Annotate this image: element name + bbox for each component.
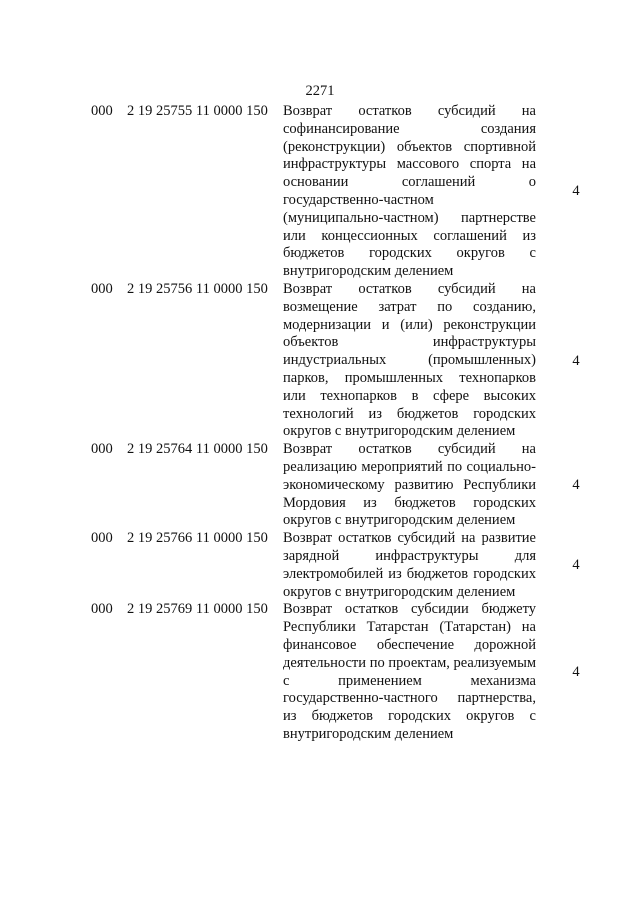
table-row: [91, 103, 601, 281]
table-row: [91, 601, 601, 743]
row-description: Возврат остатков субсидий на софинансирование создания (реконструкции) объектов спортивной инфраструктуры массового спорта на основании соглашений о государственно-частном (муниципально-частном) партнерстве или концессионных соглашений из бюджетов городских округов с внутригородским делением: [283, 103, 536, 280]
admin-code: 000: [91, 530, 113, 547]
row-amount: 4: [572, 477, 580, 494]
budget-classification-code: 2 19 25755 11 0000 150: [127, 103, 268, 119]
admin-code: 000: [91, 441, 113, 458]
budget-classification-code: 2 19 25764 11 0000 150: [127, 441, 268, 458]
row-amount: 4: [572, 664, 580, 680]
admin-code: 000: [91, 103, 113, 119]
table-row: [91, 441, 601, 530]
budget-code-table: [91, 103, 601, 744]
table-row: [91, 530, 601, 601]
budget-classification-code: 2 19 25769 11 0000 150: [127, 601, 268, 618]
admin-code: 000: [91, 280, 113, 297]
row-description: Возврат остатков субсидий на возмещение затрат по созданию, модернизации и (или) реконструкции объектов инфраструктуры индустриальных (промышленных) парков, промышленных технопарков или технопарков в сфере высоких технологий из бюджетов городских округов с внутригородским делением: [283, 280, 536, 440]
table-row: [91, 281, 601, 441]
admin-code: 000: [91, 601, 113, 618]
row-description: Возврат остатков субсидии бюджету Республики Татарстан (Татарстан) на финансовое обеспечение дорожной деятельности по проектам, реализуемым с применением механизма государственно-частного партнерства, из бюджетов городских округов с внутригородским делением: [283, 601, 536, 742]
row-amount: 4: [572, 352, 580, 369]
budget-classification-code: 2 19 25756 11 0000 150: [127, 280, 268, 297]
row-amount: 4: [572, 183, 580, 200]
page-number: 2271: [305, 83, 335, 99]
budget-classification-code: 2 19 25766 11 0000 150: [127, 530, 268, 547]
row-description: Возврат остатков субсидий на развитие зарядной инфраструктуры для электромобилей из бюджетов городских округов с внутригородским делением: [283, 530, 536, 600]
row-description: Возврат остатков субсидий на реализацию мероприятий по социально-экономическому развитию Республики Мордовия из бюджетов городских округов с внутригородским делением: [283, 441, 536, 529]
row-amount: 4: [572, 557, 580, 574]
